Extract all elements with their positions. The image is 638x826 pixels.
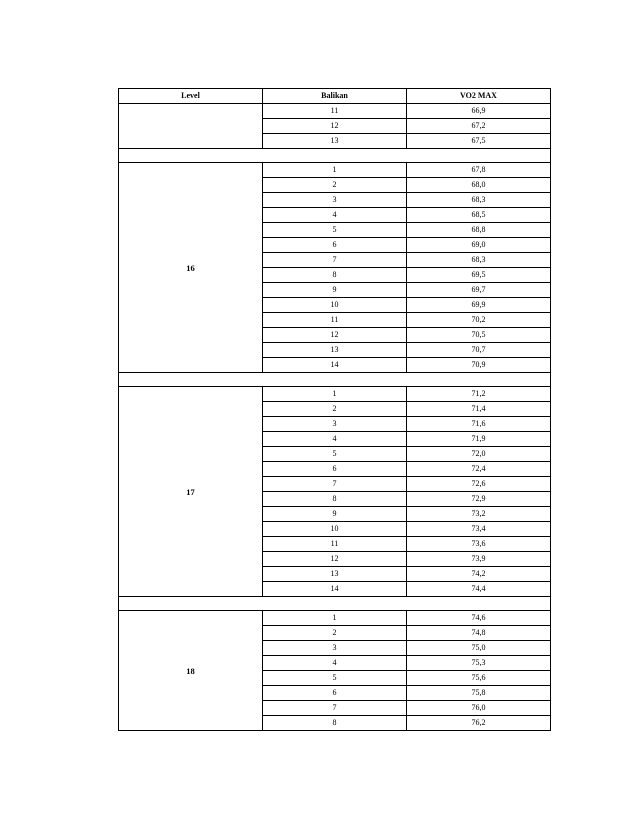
header-row xyxy=(119,89,551,104)
vo2-max-cell: 68,5 xyxy=(407,208,551,223)
balikan-cell: 12 xyxy=(263,552,407,567)
vo2-max-cell: 68,0 xyxy=(407,178,551,193)
balikan-cell: 2 xyxy=(263,626,407,641)
balikan-cell: 4 xyxy=(263,208,407,223)
vo2-max-cell: 70,2 xyxy=(407,313,551,328)
balikan-cell: 11 xyxy=(263,313,407,328)
vo2-max-cell: 73,9 xyxy=(407,552,551,567)
balikan-cell: 2 xyxy=(263,402,407,417)
balikan-cell: 8 xyxy=(263,268,407,283)
balikan-cell: 6 xyxy=(263,462,407,477)
vo2-max-table xyxy=(118,88,551,731)
vo2-max-cell: 74,6 xyxy=(407,611,551,626)
vo2-max-cell: 71,6 xyxy=(407,417,551,432)
balikan-cell: 12 xyxy=(263,328,407,343)
balikan-cell: 3 xyxy=(263,193,407,208)
balikan-cell: 6 xyxy=(263,686,407,701)
vo2-max-cell: 75,3 xyxy=(407,656,551,671)
vo2-max-cell: 67,5 xyxy=(407,134,551,149)
table-body xyxy=(119,104,551,731)
balikan-cell: 1 xyxy=(263,611,407,626)
vo2-max-cell: 66,9 xyxy=(407,104,551,119)
vo2-max-cell: 72,4 xyxy=(407,462,551,477)
vo2-max-cell: 67,2 xyxy=(407,119,551,134)
vo2-max-cell: 69,5 xyxy=(407,268,551,283)
balikan-cell: 8 xyxy=(263,492,407,507)
balikan-cell: 1 xyxy=(263,387,407,402)
balikan-cell: 11 xyxy=(263,104,407,119)
balikan-cell: 13 xyxy=(263,134,407,149)
balikan-cell: 4 xyxy=(263,656,407,671)
balikan-cell: 1 xyxy=(263,163,407,178)
vo2-max-cell: 72,9 xyxy=(407,492,551,507)
separator-row xyxy=(119,149,551,163)
balikan-cell: 14 xyxy=(263,358,407,373)
vo2-max-cell: 71,9 xyxy=(407,432,551,447)
table-row xyxy=(119,387,551,402)
vo2-max-cell: 76,0 xyxy=(407,701,551,716)
vo2-max-cell: 70,9 xyxy=(407,358,551,373)
vo2-max-cell: 69,0 xyxy=(407,238,551,253)
vo2-max-cell: 68,3 xyxy=(407,253,551,268)
table-row xyxy=(119,163,551,178)
vo2-max-cell: 75,8 xyxy=(407,686,551,701)
vo2-max-cell: 68,8 xyxy=(407,223,551,238)
balikan-cell: 7 xyxy=(263,477,407,492)
vo2-max-cell: 69,7 xyxy=(407,283,551,298)
level-cell: 18 xyxy=(119,611,263,731)
balikan-cell: 2 xyxy=(263,178,407,193)
vo2-max-cell: 74,4 xyxy=(407,582,551,597)
vo2-max-cell: 72,0 xyxy=(407,447,551,462)
vo2-max-cell: 74,8 xyxy=(407,626,551,641)
balikan-cell: 12 xyxy=(263,119,407,134)
vo2-max-cell: 73,2 xyxy=(407,507,551,522)
balikan-cell: 7 xyxy=(263,701,407,716)
vo2-max-cell: 76,2 xyxy=(407,716,551,731)
balikan-cell: 6 xyxy=(263,238,407,253)
vo2-max-cell: 71,4 xyxy=(407,402,551,417)
vo2-max-cell: 70,5 xyxy=(407,328,551,343)
level-cell: 17 xyxy=(119,387,263,597)
balikan-cell: 4 xyxy=(263,432,407,447)
balikan-cell: 9 xyxy=(263,507,407,522)
balikan-cell: 3 xyxy=(263,641,407,656)
balikan-cell: 10 xyxy=(263,522,407,537)
balikan-cell: 11 xyxy=(263,537,407,552)
separator-row xyxy=(119,597,551,611)
header-balikan: Balikan xyxy=(263,89,407,104)
separator-row xyxy=(119,373,551,387)
level-cell: 16 xyxy=(119,163,263,373)
header-vo2-max: VO2 MAX xyxy=(407,89,551,104)
balikan-cell: 7 xyxy=(263,253,407,268)
balikan-cell: 3 xyxy=(263,417,407,432)
balikan-cell: 5 xyxy=(263,447,407,462)
balikan-cell: 13 xyxy=(263,343,407,358)
table-row xyxy=(119,104,551,119)
vo2-max-cell: 72,6 xyxy=(407,477,551,492)
separator-cell xyxy=(119,597,551,611)
balikan-cell: 14 xyxy=(263,582,407,597)
level-cell xyxy=(119,104,263,149)
header-level: Level xyxy=(119,89,263,104)
vo2-max-cell: 75,0 xyxy=(407,641,551,656)
vo2-max-cell: 74,2 xyxy=(407,567,551,582)
vo2-max-cell: 75,6 xyxy=(407,671,551,686)
table-row xyxy=(119,611,551,626)
balikan-cell: 5 xyxy=(263,671,407,686)
balikan-cell: 5 xyxy=(263,223,407,238)
vo2-max-cell: 70,7 xyxy=(407,343,551,358)
vo2-max-cell: 73,6 xyxy=(407,537,551,552)
vo2-max-cell: 67,8 xyxy=(407,163,551,178)
vo2-max-cell: 69,9 xyxy=(407,298,551,313)
balikan-cell: 9 xyxy=(263,283,407,298)
separator-cell xyxy=(119,373,551,387)
balikan-cell: 13 xyxy=(263,567,407,582)
separator-cell xyxy=(119,149,551,163)
vo2-max-cell: 71,2 xyxy=(407,387,551,402)
balikan-cell: 10 xyxy=(263,298,407,313)
vo2-max-cell: 68,3 xyxy=(407,193,551,208)
balikan-cell: 8 xyxy=(263,716,407,731)
vo2-max-cell: 73,4 xyxy=(407,522,551,537)
